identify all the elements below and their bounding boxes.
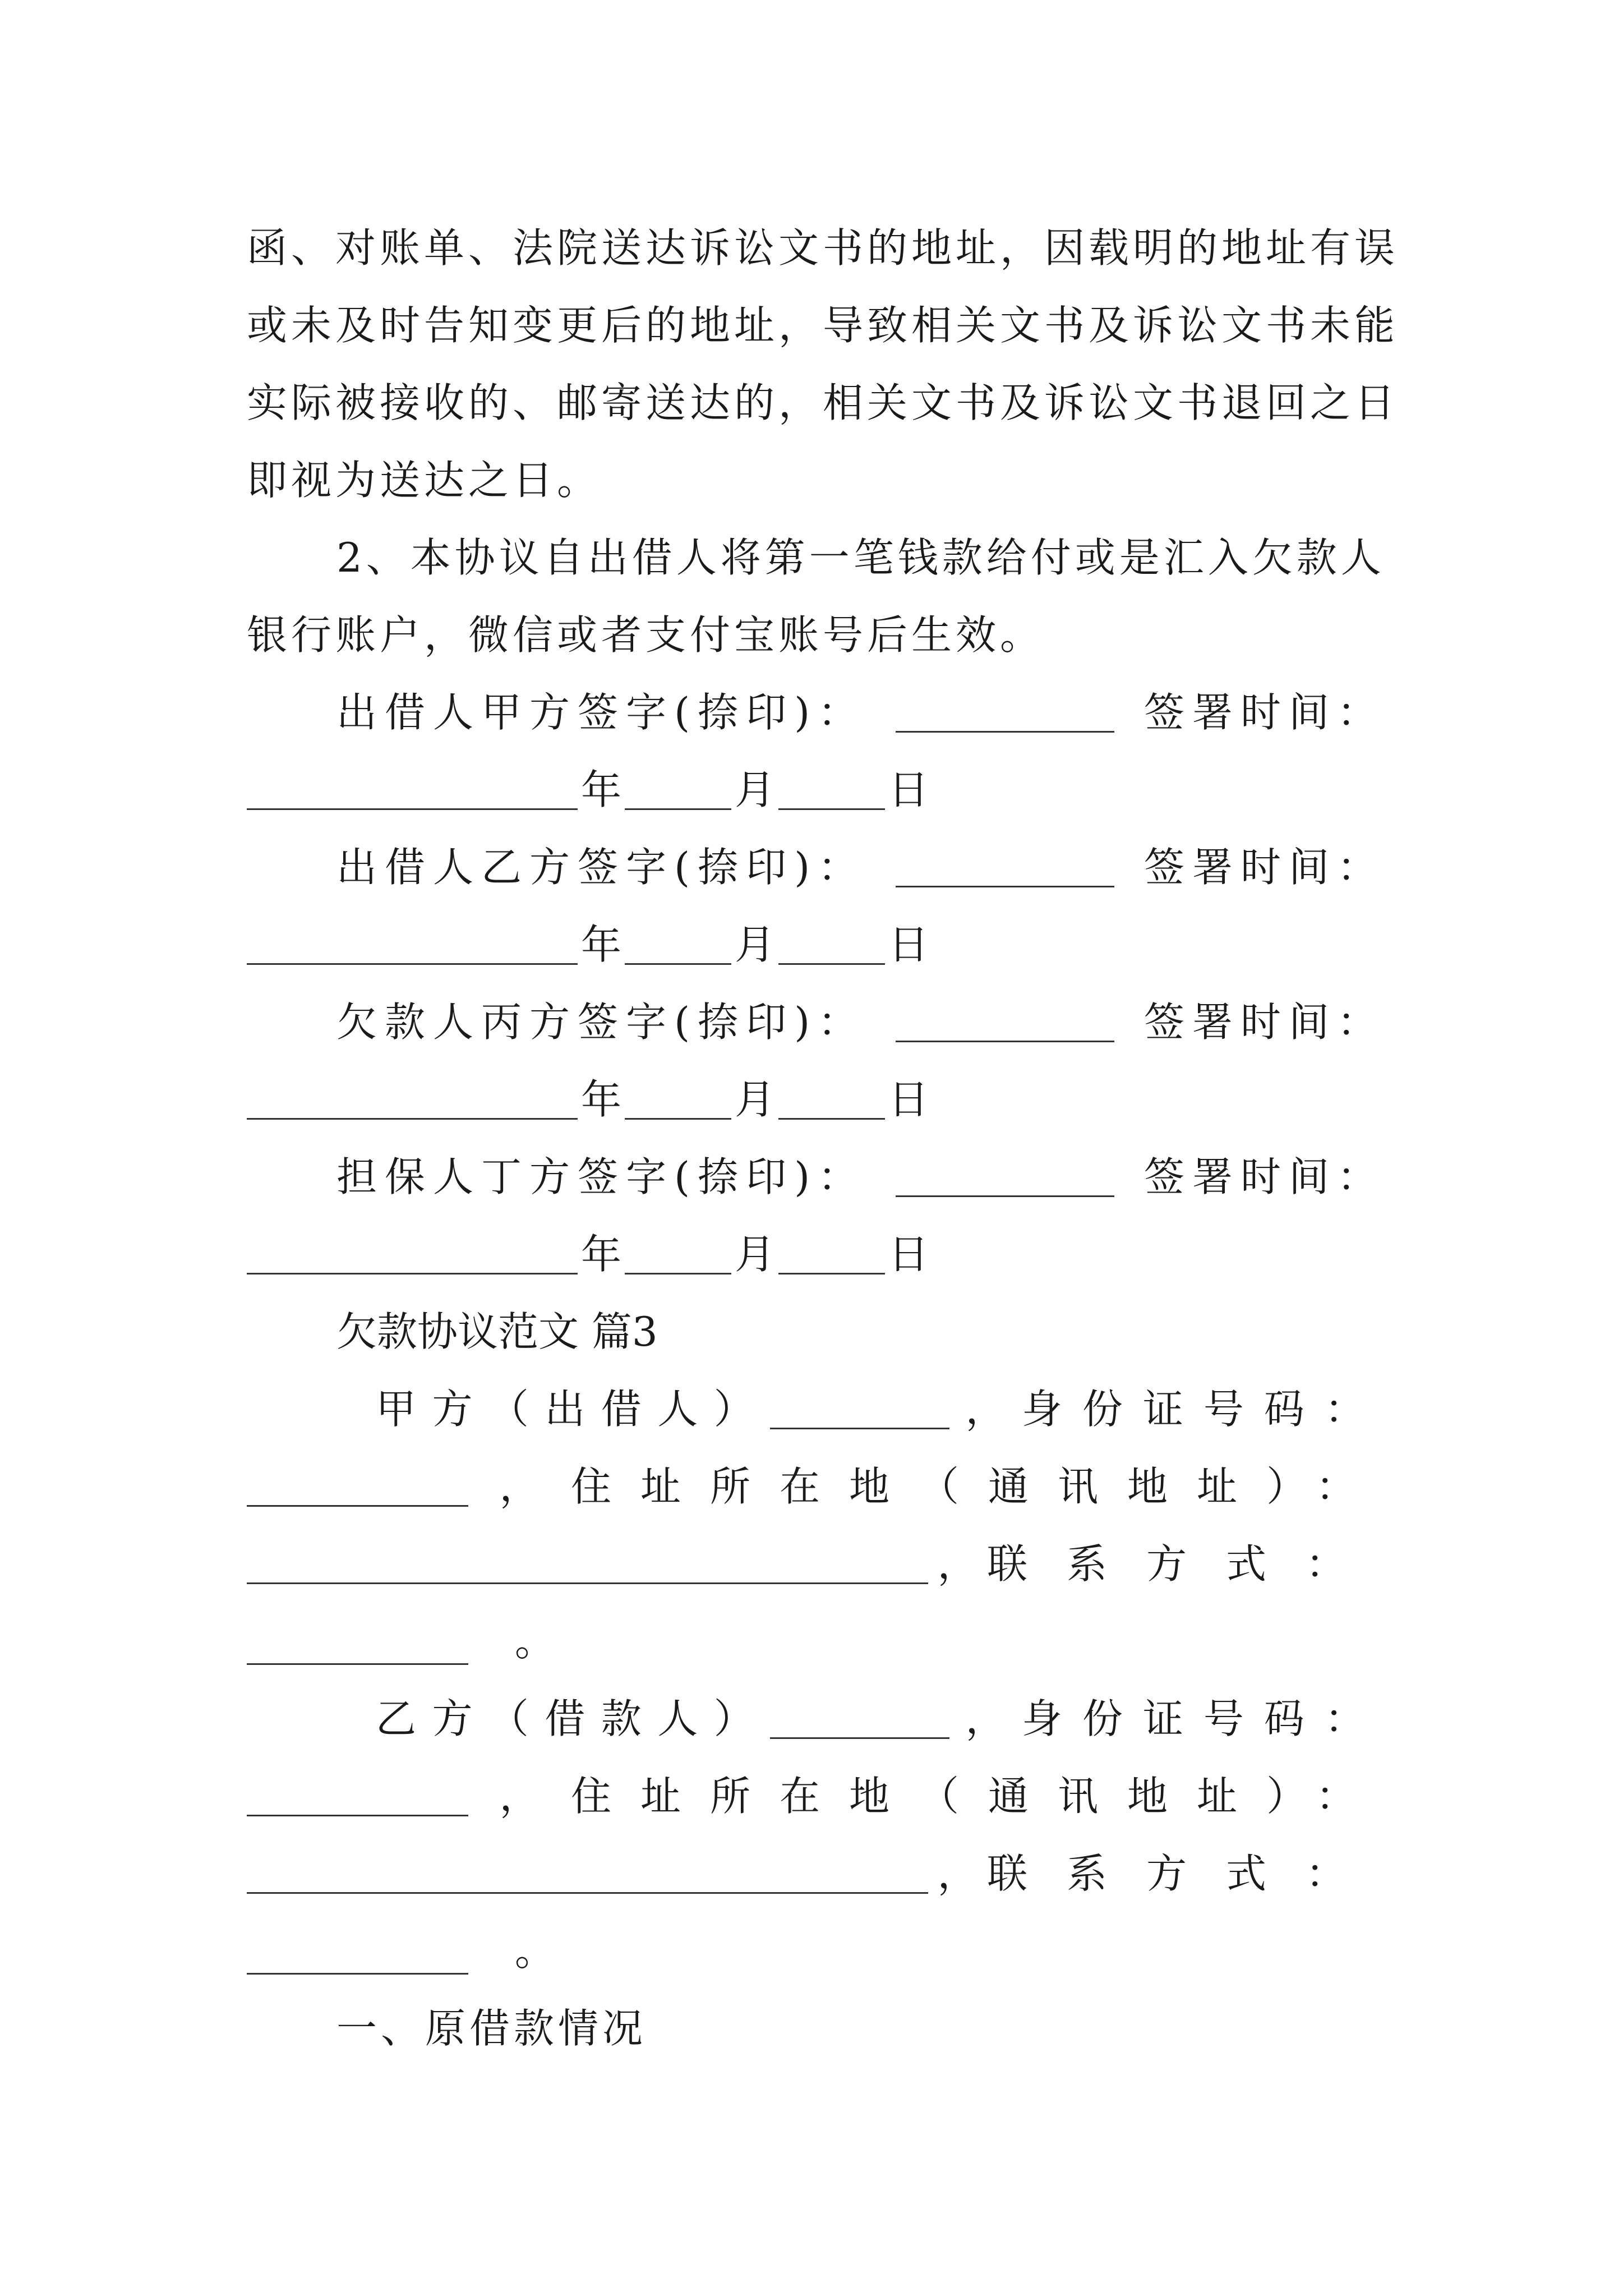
id-number-blank[interactable] <box>247 1470 468 1507</box>
year-label: 年 <box>581 1076 622 1123</box>
signature-label: 出借人甲方签字(捺印)： <box>336 689 866 736</box>
sign-time-label: 签署时间： <box>1144 689 1385 736</box>
contact-label: 联系方式： <box>986 1540 1385 1588</box>
party-a-char: 出 <box>545 1386 585 1433</box>
paragraph-line: 2、本协议自出借人将第一笔钱款给付或是汇入欠款人 <box>336 534 1385 581</box>
comma: ， <box>937 1850 978 1897</box>
address-label: 住址所在地（通讯地址）： <box>570 1463 1385 1510</box>
party-a-contact-row <box>247 1525 1385 1603</box>
party-b-char: 方 <box>432 1695 473 1742</box>
month-blank[interactable] <box>625 1083 731 1120</box>
year-blank[interactable] <box>247 774 578 810</box>
id-label: 身份证号码： <box>1021 1386 1385 1433</box>
period: 。 <box>514 1927 555 1975</box>
month-label: 月 <box>735 1231 776 1278</box>
party-b-row <box>376 1680 1385 1758</box>
year-label: 年 <box>581 766 622 813</box>
party-a-address-row <box>247 1447 1385 1526</box>
month-blank[interactable] <box>625 774 731 810</box>
text: 函、对账单、法院送达诉讼文书的地址，因载明的地址有误 <box>247 224 1399 272</box>
sign-time-label: 签署时间： <box>1144 1153 1385 1200</box>
day-label: 日 <box>888 1231 929 1278</box>
party-a-char: 甲 <box>376 1386 417 1433</box>
signature-blank[interactable] <box>896 851 1114 887</box>
contact-label: 联系方式： <box>986 1850 1385 1897</box>
date-row <box>247 1215 1385 1294</box>
paragraph-line: 银行账户，微信或者支付宝账号后生效。 <box>247 611 1045 659</box>
signature-label: 欠款人丙方签字(捺印)： <box>336 999 866 1046</box>
month-label: 月 <box>735 921 776 968</box>
contact-blank[interactable] <box>247 1938 468 1975</box>
signature-blank[interactable] <box>896 1006 1114 1042</box>
section-title: 欠款协议范文 篇3 <box>336 1308 658 1355</box>
year-blank[interactable] <box>247 1083 578 1120</box>
day-blank[interactable] <box>778 1238 885 1274</box>
paragraph-line: 实际被接收的、邮寄送达的，相关文书及诉讼文书退回之日 <box>247 379 1399 426</box>
section-heading: 一、原借款情况 <box>336 2005 647 2052</box>
party-b-char: 款 <box>601 1695 642 1742</box>
party-a-char: （ <box>488 1386 529 1433</box>
party-b-char: ） <box>713 1695 754 1742</box>
day-label: 日 <box>888 921 929 968</box>
party-a-char: ） <box>713 1386 754 1433</box>
party-a-contact-value-row <box>247 1602 1385 1681</box>
paragraph-line: 即视为送达之日。 <box>247 457 602 504</box>
party-a-char: 借 <box>601 1386 642 1433</box>
signature-blank[interactable] <box>896 696 1114 733</box>
party-b-char: 人 <box>657 1695 698 1742</box>
day-blank[interactable] <box>778 1083 885 1120</box>
date-row <box>247 905 1385 984</box>
party-b-char: 借 <box>545 1695 585 1742</box>
comma: ， <box>937 1540 978 1588</box>
month-label: 月 <box>735 766 776 813</box>
year-blank[interactable] <box>247 928 578 965</box>
party-b-name-blank[interactable] <box>770 1703 949 1739</box>
id-number-blank[interactable] <box>247 1780 468 1816</box>
year-label: 年 <box>581 1231 622 1278</box>
address-blank[interactable] <box>247 1548 928 1584</box>
party-a-char: 方 <box>432 1386 473 1433</box>
signature-row <box>336 983 1385 1061</box>
signature-label: 担保人丁方签字(捺印)： <box>336 1153 866 1200</box>
signature-row <box>336 1138 1385 1216</box>
sign-time-label: 签署时间： <box>1144 999 1385 1046</box>
paragraph-line <box>247 209 1399 287</box>
signature-label: 出借人乙方签字(捺印)： <box>336 844 866 891</box>
month-blank[interactable] <box>625 1238 731 1274</box>
month-label: 月 <box>735 1076 776 1123</box>
month-blank[interactable] <box>625 928 731 965</box>
party-b-address-row <box>247 1757 1385 1835</box>
party-a-name-blank[interactable] <box>770 1393 949 1429</box>
day-label: 日 <box>888 766 929 813</box>
year-label: 年 <box>581 921 622 968</box>
day-blank[interactable] <box>778 928 885 965</box>
paragraph-line: 或未及时告知变更后的地址，导致相关文书及诉讼文书未能 <box>247 302 1399 349</box>
contact-blank[interactable] <box>247 1628 468 1665</box>
comma: ， <box>499 1463 540 1510</box>
id-label: 身份证号码： <box>1021 1695 1385 1742</box>
party-a-char: 人 <box>657 1386 698 1433</box>
day-blank[interactable] <box>778 774 885 810</box>
party-b-char: 乙 <box>376 1695 417 1742</box>
party-b-contact-value-row <box>247 1912 1385 1990</box>
address-label: 住址所在地（通讯地址）： <box>570 1773 1385 1820</box>
signature-row <box>336 673 1385 752</box>
sign-time-label: 签署时间： <box>1144 844 1385 891</box>
address-blank[interactable] <box>247 1857 928 1894</box>
party-b-contact-row <box>247 1834 1385 1913</box>
party-b-char: （ <box>488 1695 529 1742</box>
comma: ， <box>499 1773 540 1820</box>
date-row <box>247 1060 1385 1139</box>
year-blank[interactable] <box>247 1238 578 1274</box>
day-label: 日 <box>888 1076 929 1123</box>
party-a-row <box>376 1370 1385 1448</box>
date-row <box>247 751 1385 829</box>
signature-blank[interactable] <box>896 1161 1114 1197</box>
period: 。 <box>514 1618 555 1665</box>
comma: ， <box>965 1695 1006 1742</box>
signature-row <box>336 828 1385 907</box>
comma: ， <box>965 1386 1006 1433</box>
